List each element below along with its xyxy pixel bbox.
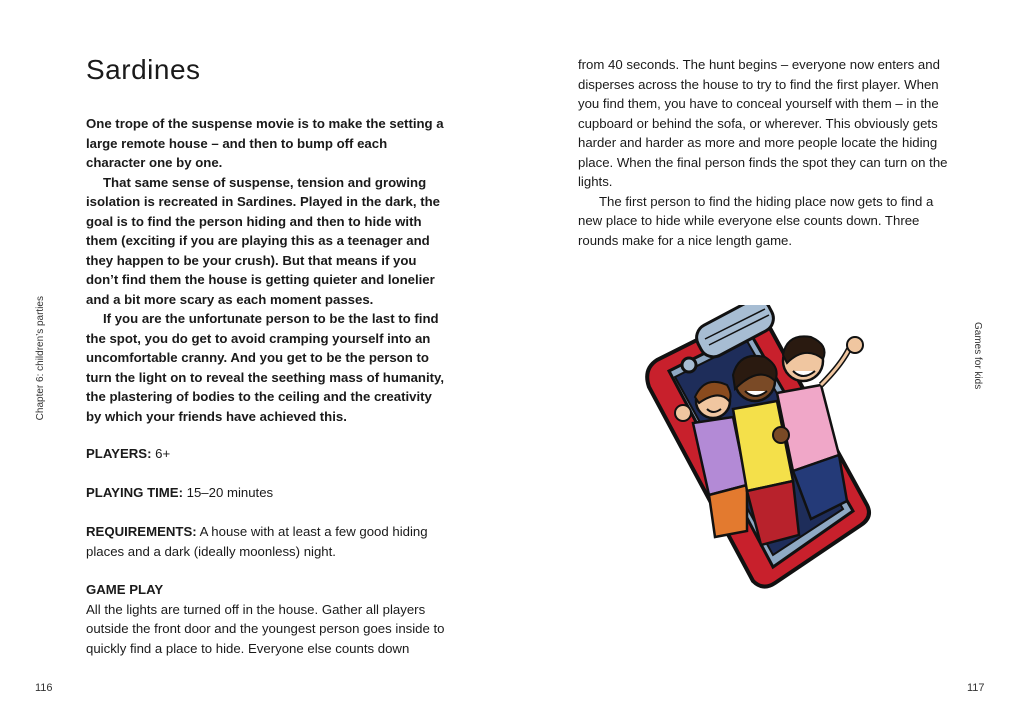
page-number-left: 116	[35, 682, 53, 694]
intro-paragraph-1: One trope of the suspense movie is to make the setting a large remote house – and then to bump off each character one by one.	[86, 116, 444, 170]
requirements-info	[86, 522, 446, 561]
playing-time-label: PLAYING TIME:	[86, 485, 183, 500]
game-play-section	[86, 580, 446, 658]
continued-text	[578, 55, 948, 250]
right-page	[510, 0, 1020, 724]
running-head-left: Chapter 6: children’s parties	[35, 296, 46, 421]
page-number-right: 117	[967, 682, 985, 694]
players-label: PLAYERS:	[86, 446, 152, 461]
hand-left-icon	[675, 405, 691, 421]
players-info	[86, 444, 446, 464]
requirements-value: A house with at least a few good hiding places and a dark (ideally moonless) night.	[86, 524, 428, 559]
players-value: 6+	[155, 446, 171, 461]
requirements-label: REQUIREMENTS:	[86, 524, 197, 539]
hand-right-icon	[847, 337, 863, 353]
right-paragraph-1: from 40 seconds. The hunt begins – everyone now enters and disperses across the house to try to find the first player. When you find them, you have to conceal yourself with them – in the cupboard or behind the sofa, or wherever. This obviously gets harder and harder as more and more people locate the hiding place. When the final person finds the spot they can turn on the lights.	[578, 57, 948, 189]
intro-text	[86, 114, 446, 426]
sardine-can-illustration	[635, 305, 885, 595]
intro-paragraph-3: If you are the unfortunate person to be the last to find the spot, you do get to avoid cramping yourself into an uncomfortable cranny. And you get to be the person to turn the light on to reveal the seething mass of humanity, the plastering of bodies to the ceiling and the creativity by which your friends have achieved this.	[86, 311, 445, 424]
game-play-text: All the lights are turned off in the house. Gather all players outside the front door and the youngest person goes inside to quickly find a place to hide. Everyone else counts down	[86, 601, 445, 656]
hand-middle-icon	[773, 427, 789, 443]
running-head-right: Games for kids	[972, 322, 983, 390]
right-paragraph-2: The first person to find the hiding place now gets to find a new place to hide while everyone else counts down. Three rounds make for a nice length game.	[578, 193, 934, 248]
playing-time-info	[86, 483, 446, 503]
intro-paragraph-2: That same sense of suspense, tension and growing isolation is recreated in Sardines. Played in the dark, the goal is to find the person hiding and then to hide with them (exciting if you are playing this as a teenager and they happen to be your crush). But that means if you don’t find them the house is getting quieter and lonelier and a bit more scary as each moment passes.	[86, 174, 440, 307]
page-title: Sardines	[86, 54, 201, 85]
game-play-heading: GAME PLAY	[86, 582, 164, 597]
playing-time-value: 15–20 minutes	[186, 485, 274, 500]
